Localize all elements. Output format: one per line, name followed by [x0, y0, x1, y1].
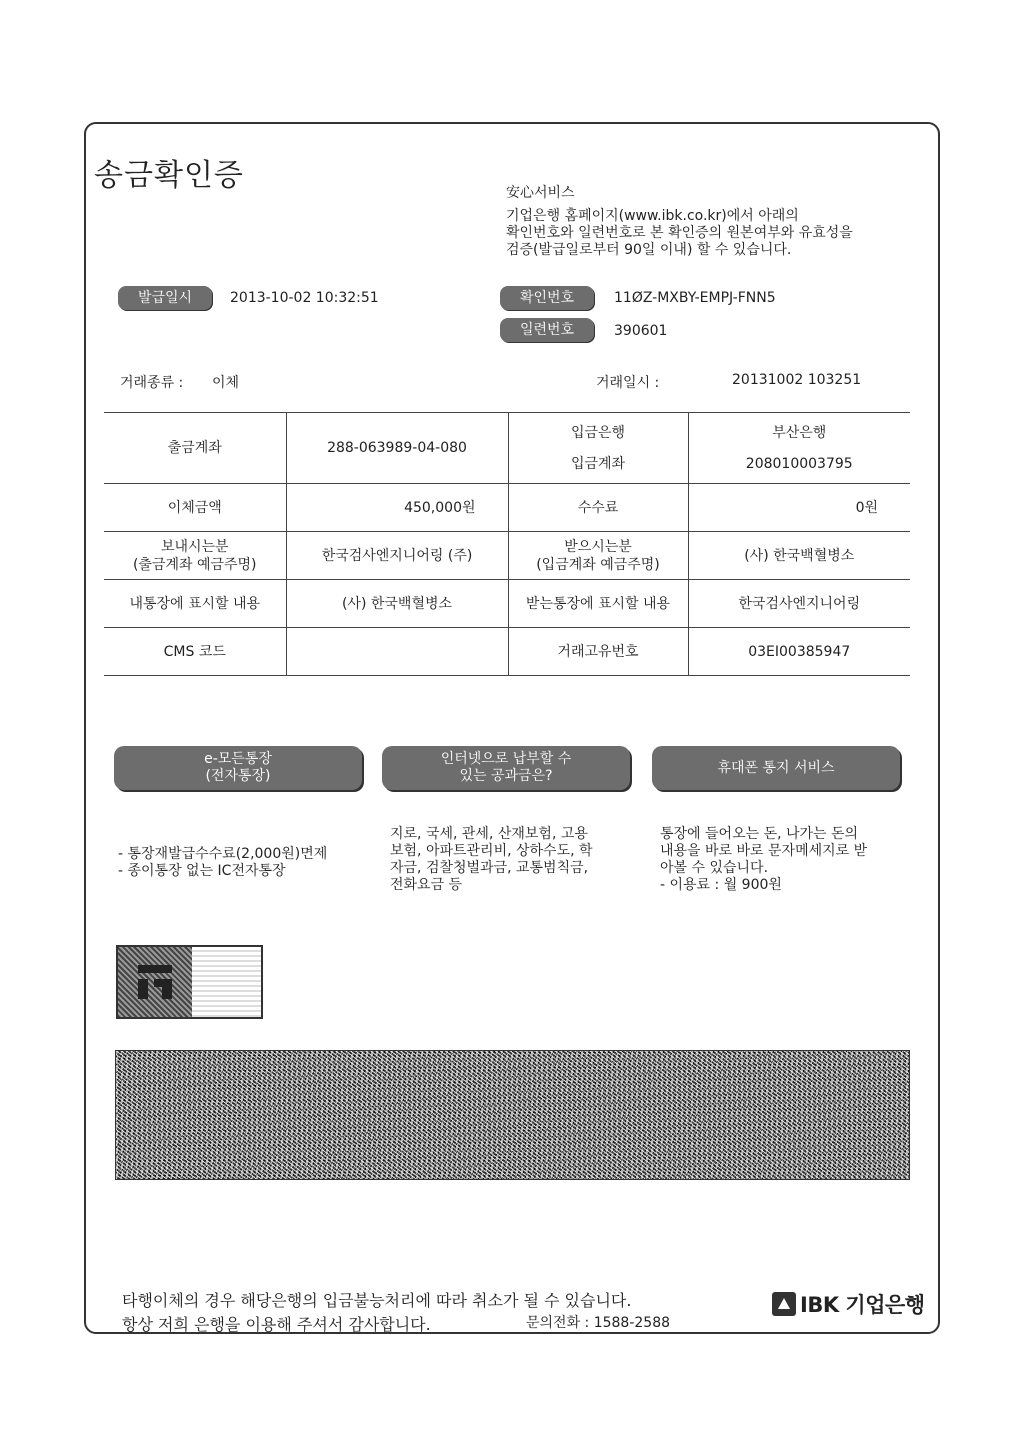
stamp-pattern-dark — [118, 947, 192, 1017]
my-memo-value: (사) 한국백혈병소 — [286, 580, 508, 628]
in-bank-account-value-cell — [688, 413, 910, 484]
table-row — [104, 484, 910, 532]
fee-label: 수수료 — [508, 484, 688, 532]
sender-label: 보내시는분 (출금계좌 예금주명) — [104, 532, 286, 580]
footer-phone: 문의전화 : 1588-2588 — [526, 1315, 671, 1331]
transaction-time-value: 20131002 103251 — [732, 372, 862, 388]
footer-notice: 타행이체의 경우 해당은행의 입금불능처리에 따라 취소가 될 수 있습니다. — [122, 1291, 632, 1310]
unique-number-value: 03EI00385947 — [688, 628, 910, 676]
ibk-logo-icon — [772, 1292, 796, 1316]
amount-label: 이체금액 — [104, 484, 286, 532]
cms-value — [286, 628, 508, 676]
security-stamp — [116, 945, 263, 1019]
transaction-type-value: 이체 — [212, 375, 240, 391]
promo-utility-payment-text: 지로, 국세, 관세, 산재보험, 고용 보험, 아파트관리비, 상하수도, 학 자금, 검찰청벌과금, 교통범칙금, 전화요금 등 — [390, 826, 593, 893]
out-account-label: 출금계좌 — [104, 413, 286, 484]
service-heading: 安心서비스 — [506, 185, 575, 201]
fee-value: 0원 — [688, 484, 910, 532]
confirm-number-value: 11ØZ-MXBY-EMPJ-FNN5 — [614, 290, 776, 306]
promo-sms-notice-text: 통장에 들어오는 돈, 나가는 돈의 내용을 바로 바로 문자메세지로 받 아볼 수 있습니다. - 이용료 : 월 900원 — [660, 826, 868, 893]
footer-thanks: 항상 저희 은행을 이용해 주셔서 감사합니다. — [122, 1315, 431, 1334]
cms-label: CMS 코드 — [104, 628, 286, 676]
in-bank-value: 부산은행 — [772, 424, 827, 441]
issue-date-label: 발급일시 — [118, 286, 212, 310]
confirm-number-label: 확인번호 — [500, 286, 594, 310]
in-bank-label: 입금은행 — [570, 424, 626, 441]
table-row — [104, 532, 910, 580]
table-row — [104, 413, 910, 484]
receiver-value: (사) 한국백혈병소 — [688, 532, 910, 580]
unique-number-label: 거래고유번호 — [508, 628, 688, 676]
transaction-time-label: 거래일시 : — [596, 375, 660, 391]
promo-sms-notice-title: 휴대폰 통지 서비스 — [652, 746, 900, 790]
promo-e-passbook-text: - 통장재발급수수료(2,000원)면제 - 종이통장 없는 IC전자통장 — [118, 846, 328, 879]
out-account-value: 288-063989-04-080 — [286, 413, 508, 484]
in-bank-account-label-cell — [508, 413, 688, 484]
sender-value: 한국검사엔지니어링 (주) — [286, 532, 508, 580]
their-memo-value: 한국검사엔지니어링 — [688, 580, 910, 628]
table-row — [104, 628, 910, 676]
ibk-logo-text: IBK 기업은행 — [800, 1293, 925, 1317]
serial-number-label: 일련번호 — [500, 318, 594, 342]
page-title: 송금확인증 — [94, 158, 244, 193]
my-memo-label: 내통장에 표시할 내용 — [104, 580, 286, 628]
promo-utility-payment-title: 인터넷으로 납부할 수 있는 공과금은? — [382, 746, 630, 790]
receiver-label: 받으시는분 (입금계좌 예금주명) — [508, 532, 688, 580]
amount-value: 450,000원 — [286, 484, 508, 532]
service-description: 기업은행 홈페이지(www.ibk.co.kr)에서 아래의 확인번호와 일련번호로 본 확인증의 원본여부와 유효성을 검증(발급일로부터 90일 이내) 할 수 있습니다. — [506, 208, 853, 258]
security-barcode-pattern — [115, 1050, 910, 1180]
stamp-glyph-icon — [130, 957, 180, 1007]
stamp-pattern-light — [192, 947, 261, 1017]
serial-number-value: 390601 — [614, 323, 668, 339]
ibk-logo — [772, 1289, 925, 1319]
promo-e-passbook-title: e-모든통장 (전자통장) — [114, 746, 362, 790]
transaction-table — [104, 412, 910, 676]
in-account-label: 입금계좌 — [570, 455, 626, 472]
transaction-type-label: 거래종류 : — [120, 375, 184, 391]
issue-date-value: 2013-10-02 10:32:51 — [230, 290, 379, 306]
table-row — [104, 580, 910, 628]
in-account-value: 208010003795 — [745, 455, 853, 472]
their-memo-label: 받는통장에 표시할 내용 — [508, 580, 688, 628]
